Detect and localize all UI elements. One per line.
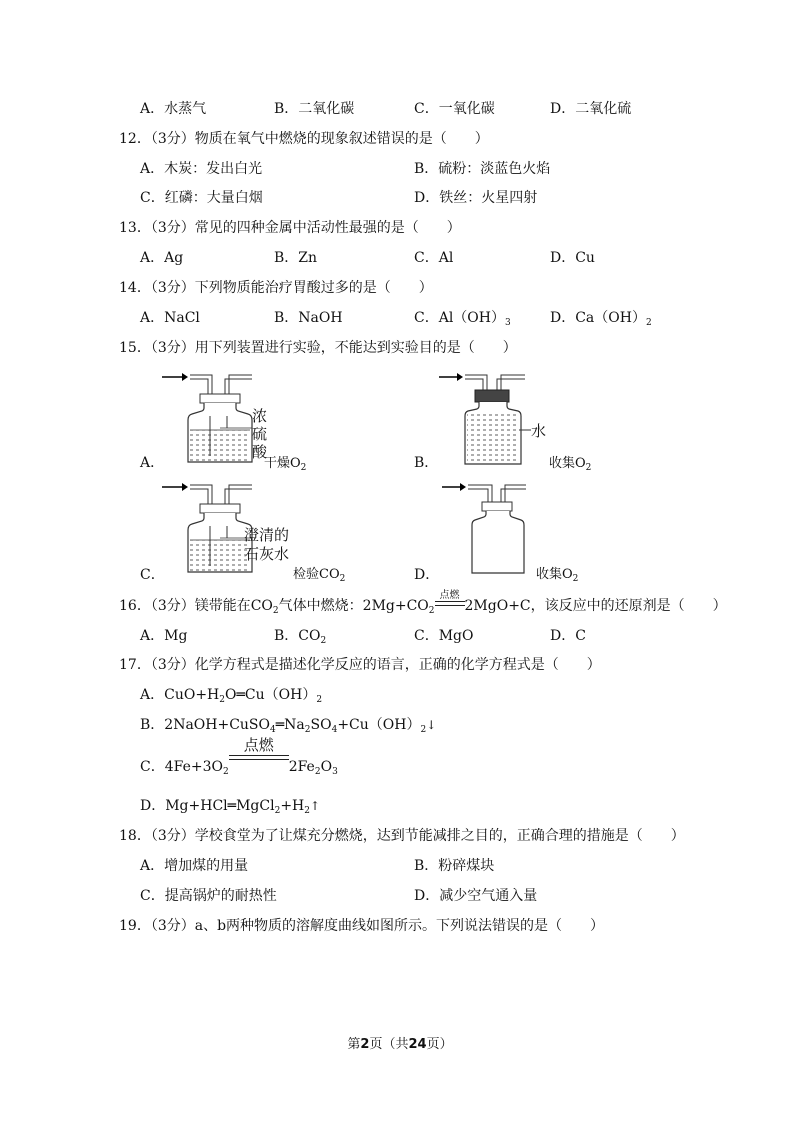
q17-option-d: D．$Mg+HCl═MgCl_2+H_2↑$	[140, 798, 321, 816]
q13-option-d: D．Cu	[550, 250, 595, 266]
wash-bottle-a-diagram	[160, 368, 290, 468]
q15-d-caption: 收集$O_2$	[536, 567, 579, 584]
q14-option-d: D．$Ca(OH)_2$	[550, 310, 652, 328]
q14-option-b: B．NaOH	[274, 310, 343, 326]
q14-option-a: A．NaCl	[140, 310, 200, 326]
q16-option-b: B．$CO_2$	[274, 628, 327, 646]
total-pages-number: 24	[408, 1037, 427, 1052]
q17-option-c: C．$4Fe+3O_2$ 点燃 $2Fe_2O_3$	[140, 736, 338, 777]
q18-option-c: C．提高锅炉的耐热性	[140, 888, 277, 904]
q11-option-b: B．二氧化碳	[274, 101, 355, 117]
q12-stem: 12．（3分）物质在氧气中燃烧的现象叙述错误的是（ ）	[119, 131, 489, 147]
q14-stem: 14．（3分）下列物质能治疗胃酸过多的是（ ）	[119, 280, 433, 296]
q11-option-a: A．水蒸气	[140, 101, 207, 117]
q13-option-b: B．Zn	[274, 250, 318, 266]
q13-option-a: A．Ag	[140, 250, 184, 266]
q15-c-caption: 检验$CO_2$	[293, 567, 346, 584]
q18-option-b: B．粉碎煤块	[414, 858, 495, 874]
q15-a-reagent-1: 浓	[252, 407, 268, 425]
q15-b-reagent: 水	[531, 422, 547, 440]
q16-condition: 点燃	[435, 591, 465, 602]
q15-c-reagent-2: 石灰水	[244, 545, 290, 563]
current-page-number: 2	[360, 1037, 370, 1052]
q12-option-c: C．红磷：大量白烟	[140, 190, 263, 206]
q15-a-caption: 干燥$O_2$	[264, 456, 307, 473]
q15-option-b: B．	[414, 455, 439, 471]
q18-option-a: A．增加煤的用量	[140, 858, 249, 874]
q16-option-c: C．MgO	[414, 628, 474, 644]
q17-stem: 17．（3分）化学方程式是描述化学反应的语言，正确的化学方程式是（ ）	[119, 657, 601, 673]
q12-option-b: B．硫粉：淡蓝色火焰	[414, 161, 551, 177]
q12-option-a: A．木炭：发出白光	[140, 161, 263, 177]
gas-bottle-d-diagram	[440, 478, 550, 578]
q15-option-c: C．	[140, 567, 165, 583]
q15-c-reagent-1: 澄清的	[244, 526, 290, 544]
q16-stem: 16．（3分）镁带能在$CO_2$气体中燃烧：$2Mg+CO_2$ 点燃 2MgO+C，该反应中的还原剂是（ ）	[119, 590, 727, 616]
q18-stem: 18．（3分）学校食堂为了让煤充分燃烧，达到节能减排之目的，正确合理的措施是（ ）	[119, 828, 685, 844]
q14-option-c: C．$Al(OH)_3$	[414, 310, 511, 328]
q12-option-d: D．铁丝：火星四射	[414, 190, 538, 206]
q17-option-a: A．$CuO+H_2O═Cu(OH)_2$	[140, 687, 323, 705]
q15-option-a: A．	[140, 455, 165, 471]
q11-option-d: D．二氧化硫	[550, 101, 632, 117]
q17-c-condition: 点燃	[243, 736, 274, 754]
q15-b-caption: 收集$O_2$	[549, 456, 592, 473]
q16-option-a: A．Mg	[140, 628, 188, 644]
page-footer: 第2页（共24页）	[347, 1037, 453, 1052]
q13-stem: 13．（3分）常见的四种金属中活动性最强的是（ ）	[119, 220, 461, 236]
q15-a-reagent-3: 酸	[252, 443, 268, 461]
q16-option-d: D．C	[550, 628, 586, 644]
water-bottle-b-diagram	[435, 368, 545, 468]
q15-stem: 15．（3分）用下列装置进行实验，不能达到实验目的是（ ）	[119, 340, 517, 356]
q15-a-reagent-2: 硫	[252, 425, 268, 443]
q19-stem: 19．（3分）a、b两种物质的溶解度曲线如图所示。下列说法错误的是（ ）	[119, 918, 605, 934]
q15-option-d: D．	[414, 567, 440, 583]
q11-option-c: C．一氧化碳	[414, 101, 495, 117]
q18-option-d: D．减少空气通入量	[414, 888, 538, 904]
q13-option-c: C．Al	[414, 250, 454, 266]
q17-option-b: B．$2NaOH+CuSO_4═Na_2SO_4+Cu(OH)_2↓$	[140, 717, 437, 735]
